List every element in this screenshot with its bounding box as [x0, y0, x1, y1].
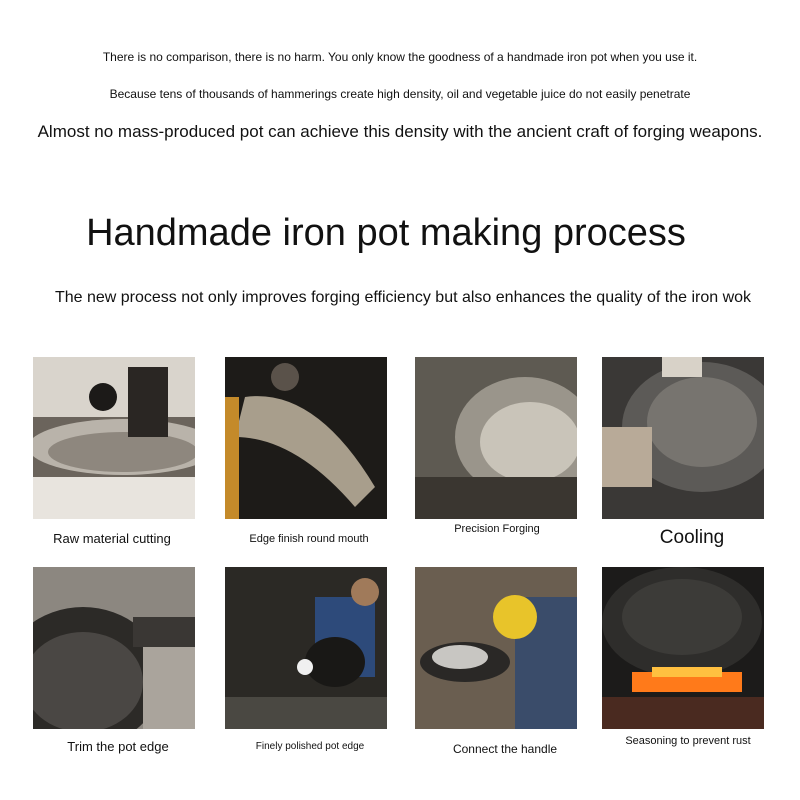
cooling-wok-photo: [602, 357, 764, 519]
step-label-finely-polished: Finely polished pot edge: [255, 741, 365, 752]
page-subtitle: The new process not only improves forging efficiency but also enhances the quality of the iron wok: [54, 289, 752, 306]
step-label-edge-finish: Edge finish round mouth: [249, 533, 369, 545]
polishing-photo: [225, 567, 387, 729]
intro-line-2: Because tens of thousands of hammerings create high density, oil and vegetable juice do not easily penetrate: [109, 87, 691, 101]
hammer-forging-photo: [415, 357, 577, 519]
seasoning-fire-photo: [602, 567, 764, 729]
step-label-raw-material-cutting: Raw material cutting: [53, 531, 171, 546]
step-label-connect-handle: Connect the handle: [452, 742, 558, 756]
trim-edge-photo: [33, 567, 195, 729]
welding-photo: [415, 567, 577, 729]
intro-line-3: Almost no mass-produced pot can achieve this density with the ancient craft of forging weapons.: [37, 122, 763, 141]
saw-cutting-photo: [33, 357, 195, 519]
step-label-precision-forging: Precision Forging: [454, 523, 540, 535]
step-label-trim-edge: Trim the pot edge: [67, 739, 169, 754]
page-title: Handmade iron pot making process: [86, 212, 686, 254]
intro-line-1: There is no comparison, there is no harm. You only know the goodness of a handmade iron pot when you use it.: [102, 50, 698, 64]
edge-rounding-photo: [225, 357, 387, 519]
step-label-seasoning: Seasoning to prevent rust: [625, 735, 751, 747]
step-label-cooling: Cooling: [659, 527, 725, 548]
